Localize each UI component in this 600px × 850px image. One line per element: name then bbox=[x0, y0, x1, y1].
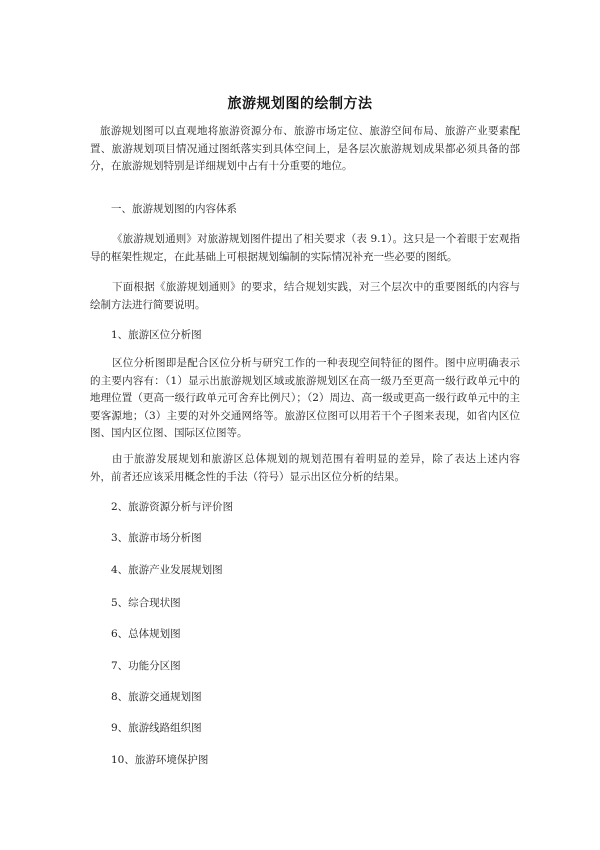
intro-paragraph: 旅游规划图可以直观地将旅游资源分布、旅游市场定位、旅游空间布局、旅游产业要素配置、旅游规划项目情况通过图纸落实到具体空间上，是各层次旅游规划成果都必须具备的部分，在旅游规划特别是详细规划中占有十分重要的地位。 bbox=[90, 125, 520, 172]
list-item: 3、旅游市场分析图 bbox=[111, 532, 202, 544]
list-item: 5、综合现状图 bbox=[111, 597, 181, 609]
list-item: 8、旅游交通规划图 bbox=[111, 691, 202, 703]
list-item: 10、旅游环境保护图 bbox=[111, 754, 209, 766]
item1-paragraph-1: 区位分析图即是配合区位分析与研究工作的一种表现空间特征的图件。图中应明确表示的主要内容有：（1）显示出旅游规划区域或旅游规划区在高一级乃至更高一级行政单元中的地理位置（更高一级行政单元可舍弃比例尺）；（2）周边、高一级或更高一级行政单元中的主要客源地；（3）主要的对外交通网络等。旅游区位图可以用若干个子图来表现，如省内区位图、国内区位图、国际区位图等。 bbox=[90, 357, 520, 439]
page-title: 旅游规划图的绘制方法 bbox=[227, 96, 373, 112]
section1-paragraph-1: 《旅游规划通则》对旅游规划图件提出了相关要求（表 9.1）。这只是一个着眼于宏观指导的框架性规定，在此基础上可根据规划编制的实际情况补充一些必要的图纸。 bbox=[90, 233, 520, 263]
section1-paragraph-2: 下面根据《旅游规划通则》的要求，结合规划实践，对三个层次中的重要图纸的内容与绘制方法进行简要说明。 bbox=[90, 281, 520, 311]
item-heading-location-map: 1、旅游区位分析图 bbox=[111, 329, 202, 341]
list-item: 2、旅游资源分析与评价图 bbox=[111, 501, 234, 513]
list-item: 9、旅游线路组织图 bbox=[111, 722, 202, 734]
list-item: 7、功能分区图 bbox=[111, 660, 181, 672]
list-item: 6、总体规划图 bbox=[111, 628, 181, 640]
item1-paragraph-2: 由于旅游发展规划和旅游区总体规划的规划范围有着明显的差异，除了表达上述内容外，前者还应该采用概念性的手法（符号）显示出区位分析的结果。 bbox=[90, 453, 520, 483]
list-item: 4、旅游产业发展规划图 bbox=[111, 564, 223, 576]
section-heading-content-system: 一、旅游规划图的内容体系 bbox=[111, 203, 237, 215]
